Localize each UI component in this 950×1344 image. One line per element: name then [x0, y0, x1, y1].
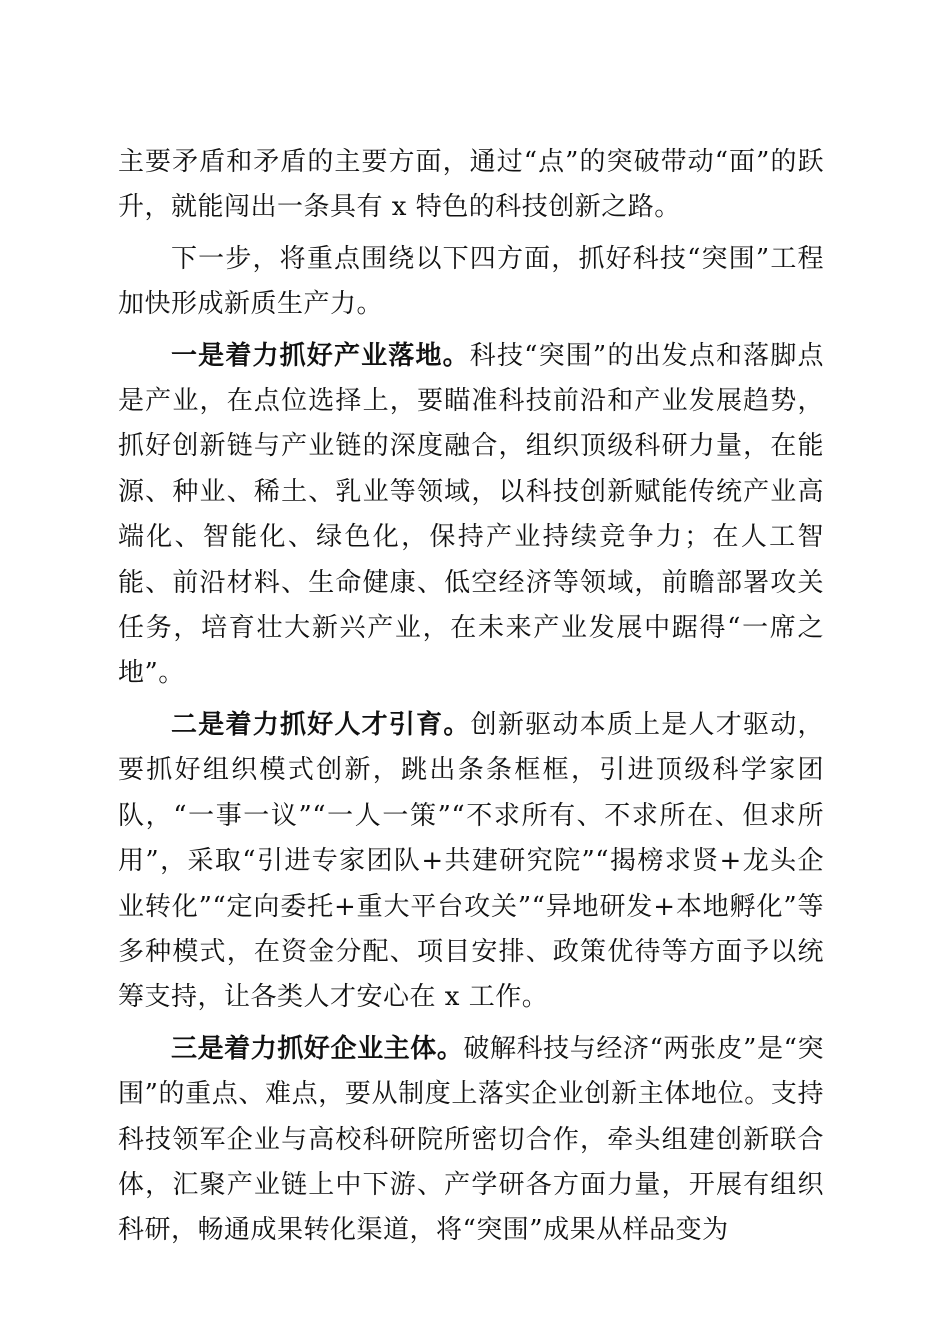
paragraph-text: 破解科技与经济“两张皮”是“突围”的重点、难点，要从制度上落实企业创新主体地位。支持科技领军企业与高校科研院所密切合作，牵头组建创新联合体，汇聚产业链上中下游、产学研各方面力量，开展有组织科研，畅通成果转化渠道，将“突围”成果从样品变为 — [118, 1033, 824, 1246]
document-page — [118, 140, 824, 1254]
paragraph-lead-heading: 二是着力抓好人才引育。 — [171, 709, 471, 740]
paragraph-text: 科技“突围”的出发点和落脚点是产业，在点位选择上，要瞄准科技前沿和产业发展趋势，抓好创新链与产业链的深度融合，组织顶级科研力量，在能源、种业、稀土、乳业等领域，以科技创新赋能传统产业高端化、智能化、绿色化，保持产业持续竞争力；在人工智能、前沿材料、生命健康、低空经济等领域，前瞻部署攻关任务，培育壮大新兴产业，在未来产业发展中踞得“一席之地”。 — [118, 340, 824, 689]
paragraph-lead-heading: 三是着力抓好企业主体。 — [171, 1033, 464, 1064]
paragraph-continuation — [118, 140, 824, 231]
paragraph-enterprise — [118, 1027, 824, 1254]
paragraph-industry — [118, 334, 824, 697]
paragraph-text: 下一步，将重点围绕以下四方面，抓好科技“突围”工程加快形成新质生产力。 — [118, 243, 824, 320]
paragraph-text: 创新驱动本质上是人才驱动，要抓好组织模式创新，跳出条条框框，引进顶级科学家团队，“一事一议”“一人一策”“不求所有、不求所在、但求所用”，采取“引进专家团队+共建研究院”“揭榜求贤+龙头企业转化”“定向委托+重大平台攻关”“异地研发+本地孵化”等多种模式，在资金分配、项目安排、政策优待等方面予以统筹支持，让各类人才安心在 x 工作。 — [118, 709, 824, 1013]
paragraph-lead-heading: 一是着力抓好产业落地。 — [171, 340, 470, 371]
paragraph-talent — [118, 703, 824, 1021]
paragraph-text: 主要矛盾和矛盾的主要方面，通过“点”的突破带动“面”的跃升，就能闯出一条具有 x 特色的科技创新之路。 — [118, 147, 824, 223]
paragraph-next-step — [118, 237, 824, 328]
